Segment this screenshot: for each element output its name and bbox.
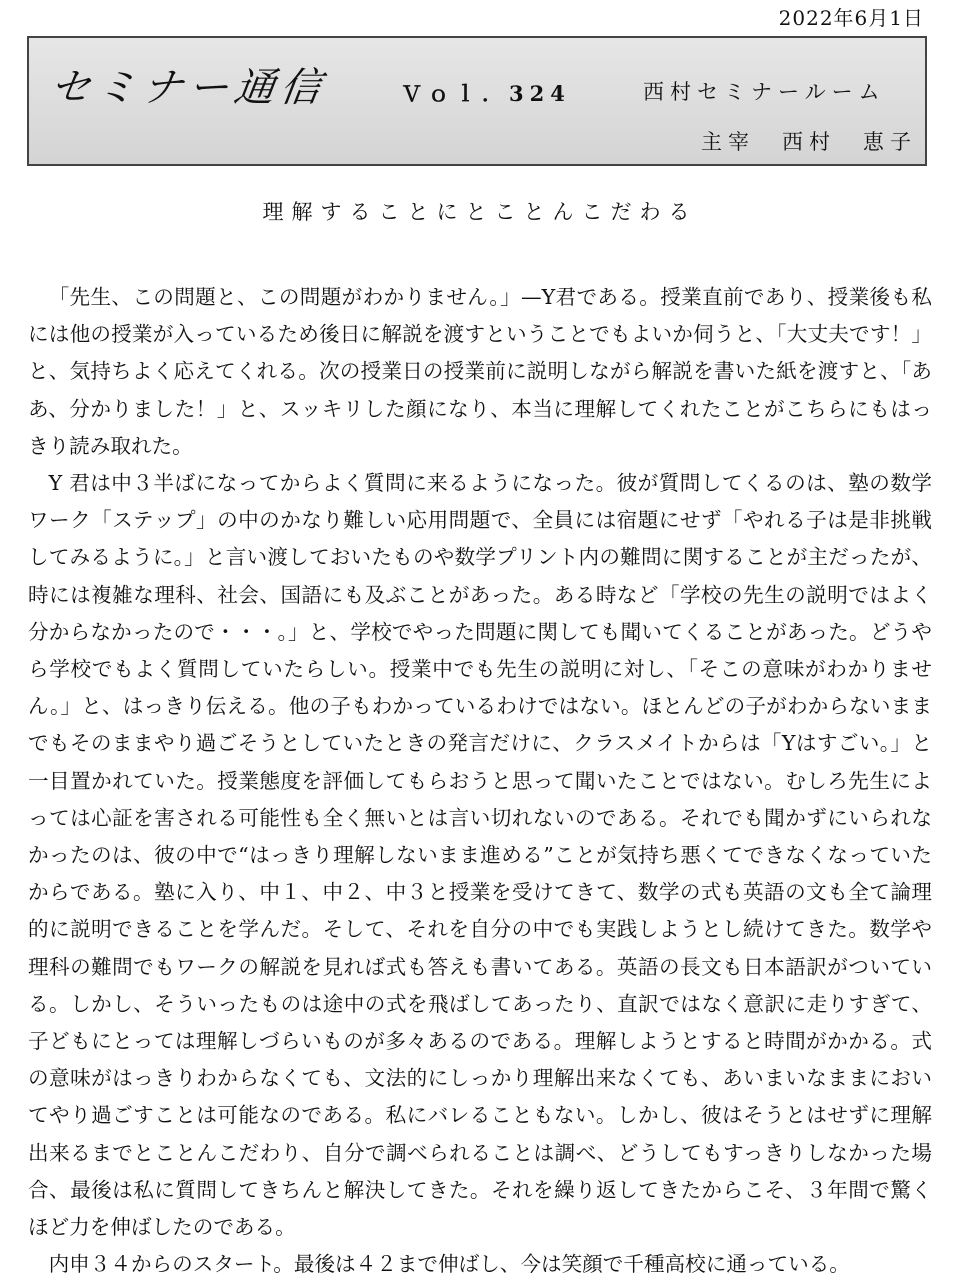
volume-number: Ｖｏｌ．324 bbox=[401, 81, 571, 106]
article-title: 理解することにとことんこだわる bbox=[262, 200, 698, 224]
paragraph: Y 君は中３半ばになってからよく質問に来るようになった。彼が質問してくるのは、塾の数学ワーク「ステップ」の中のかなり難しい応用問題で、全員には宿題にせず「やれる子は是非挑戦してみるように。」と言い渡しておいたものや数学プリント内の難問に関することが主だったが、時には複雑な理科、社会、国語にも及ぶことがあった。ある時など「学校の先生の説明ではよく分からなかったので・・・。」と、学校でやった問題に関しても聞いてくることがあった。どうやら学校でもよく質問していたらしい。授業中でも先生の説明に対し、「そこの意味がわかりません。」と、はっきり伝える。他の子もわかっているわけではない。ほとんどの子がわからないままでもそのままやり過ごそうとしていたときの発言だけに、クラスメイトからは「Yはすごい。」と一目置かれていた。授業態度を評価してもらおうと思って聞いたことではない。むしろ先生によっては心証を害される可能性も全く無いとは言い切れないのである。それでも聞かずにいられなかったのは、彼の中で“はっきり理解しないまま進める”ことが気持ち悪くてできなくなっていたからである。塾に入り、中１、中２、中３と授業を受けてきて、数学の式も英語の文も全て論理的に説明できることを学んだ。そして、それを自分の中でも実践しようとし続けてきた。数学や理科の難問でもワークの解説を見れば式も答えも書いてある。英語の長文も日本語訳がついている。しかし、そういったものは途中の式を飛ばしてあったり、直訳ではなく意訳に走りすぎて、子どもにとっては理解しづらいものが多々あるのである。理解しようとすると時間がかかる。式の意味がはっきりわからなくても、文法的にしっかり理解出来なくても、あいまいなままにおいてやり過ごすことは可能なのである。私にバレることもない。しかし、彼はそうとはせずに理解出来るまでとことんこだわり、自分で調べられることは調べ、どうしてもすっきりしなかった場合、最後は私に質問してきちんと解決してきた。それを繰り返してきたからこそ、３年間で驚くほど力を伸ばしたのである。 bbox=[28, 471, 932, 1240]
paragraph: 内申３４からのスタート。最後は４２まで伸ばし、今は笑顔で千種高校に通っている。 bbox=[48, 1252, 850, 1277]
newsletter-header bbox=[27, 36, 927, 166]
director-name: 主宰 西村 恵子 bbox=[701, 130, 917, 154]
article-body bbox=[28, 279, 932, 1283]
issue-date: 2022年6月1日 bbox=[778, 6, 924, 30]
organization-name: 西村セミナールーム bbox=[643, 80, 886, 104]
paragraph: 「先生、この問題と、この問題がわかりません。」—Y君である。授業直前であり、授業後も私には他の授業が入っているため後日に解説を渡すということでもよいか伺うと、「大丈夫です！」と、気持ちよく応えてくれる。次の授業日の授業前に説明しながら解説を書いた紙を渡すと、「ああ、分かりました！」と、スッキリした顔になり、本当に理解してくれたことがこちらにもはっきり読み取れた。 bbox=[28, 285, 932, 458]
newsletter-title: セミナー通信 bbox=[47, 65, 330, 111]
